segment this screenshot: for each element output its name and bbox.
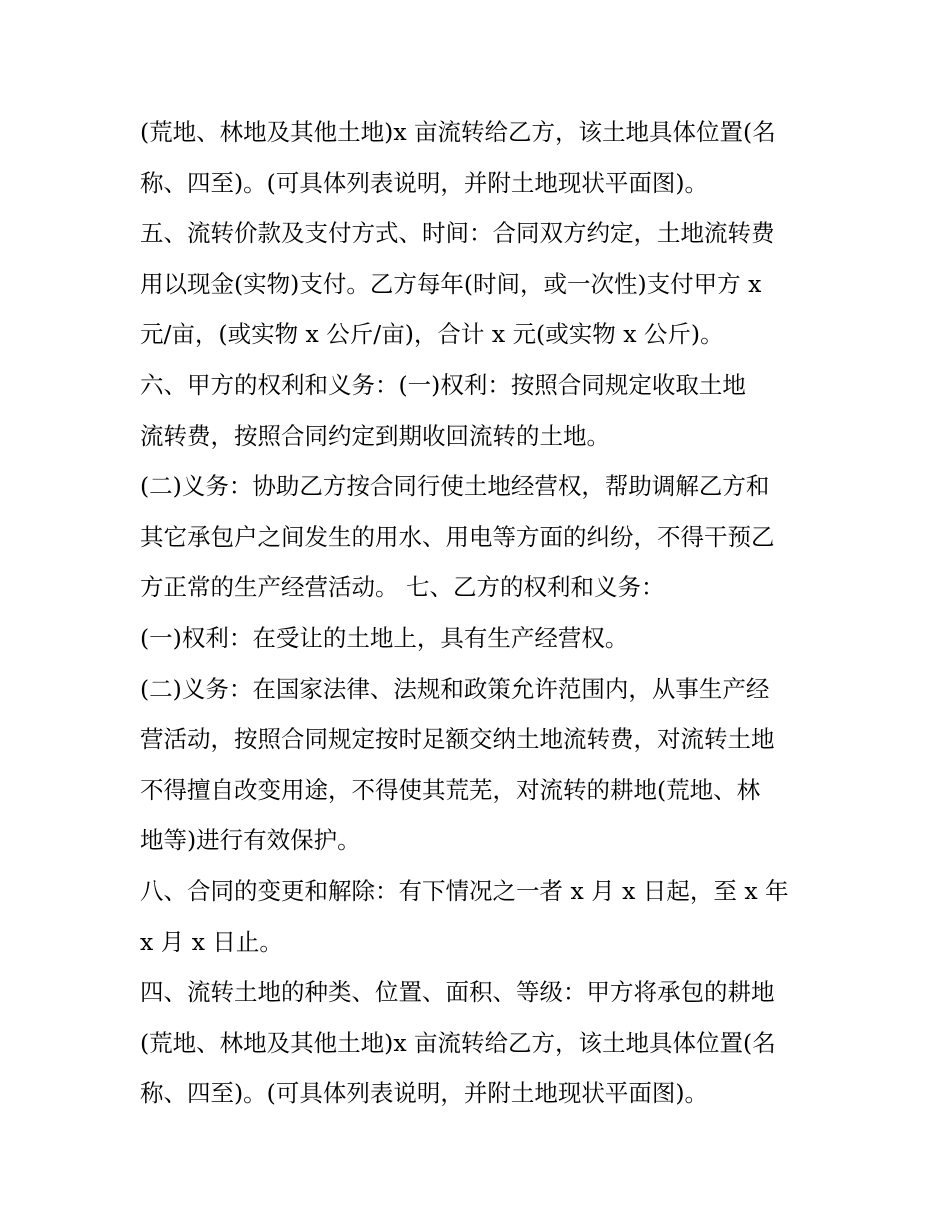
- text-line: 六、甲方的权利和义务：(一)权利：按照合同规定收取土地: [140, 370, 746, 399]
- text-line: 元/亩，(或实物 x 公斤/亩)，合计 x 元(或实物 x 公斤)。: [140, 320, 724, 349]
- text-line: (一)权利：在受让的土地上，具有生产经营权。: [140, 623, 629, 652]
- text-line: (荒地、林地及其他土地)x 亩流转给乙方，该土地具体位置(名: [140, 118, 776, 146]
- text-line: (荒地、林地及其他土地)x 亩流转给乙方，该土地具体位置(名: [140, 1028, 776, 1057]
- text-line: (二)义务：协助乙方按合同行使土地经营权，帮助调解乙方和: [140, 472, 770, 501]
- text-line: 流转费，按照合同约定到期收回流转的土地。: [140, 421, 610, 450]
- text-line: 称、四至)。(可具体列表说明，并附土地现状平面图)。: [140, 1079, 709, 1108]
- text-line: 用以现金(实物)支付。乙方每年(时间，或一次性)支付甲方 x: [140, 269, 762, 298]
- text-line: 地等)进行有效保护。: [140, 826, 361, 855]
- text-line: 称、四至)。(可具体列表说明，并附土地现状平面图)。: [140, 168, 709, 197]
- text-line: 营活动，按照合同规定按时足额交纳土地流转费，对流转土地: [140, 725, 775, 754]
- text-line: 不得擅自改变用途，不得使其荒芜，对流转的耕地(荒地、林: [140, 775, 761, 804]
- text-line: 四、流转土地的种类、位置、面积、等级：甲方将承包的耕地: [140, 978, 775, 1007]
- text-line: (二)义务：在国家法律、法规和政策允许范围内，从事生产经: [140, 674, 770, 703]
- document-body: [140, 107, 820, 1119]
- text-line: 方正常的生产经营活动。 七、乙方的权利和义务：: [140, 573, 665, 602]
- text-line: 其它承包户之间发生的用水、用电等方面的纠纷，不得干预乙: [140, 522, 775, 551]
- text-line: x 月 x 日止。: [140, 927, 283, 956]
- text-line: 八、合同的变更和解除：有下情况之一者 x 月 x 日起，至 x 年: [140, 876, 789, 905]
- text-line: 五、流转价款及支付方式、时间：合同双方约定，土地流转费: [140, 219, 775, 248]
